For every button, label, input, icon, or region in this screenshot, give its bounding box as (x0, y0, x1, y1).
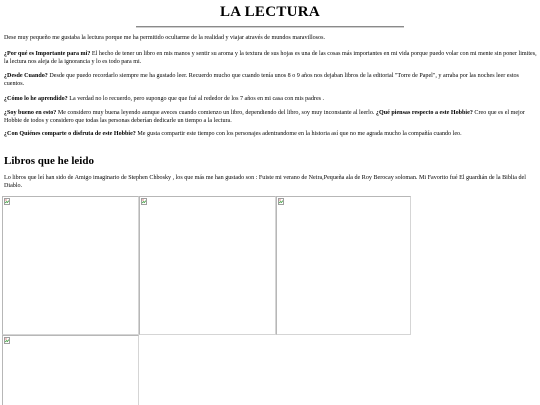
books-paragraph: Lo libros que leí han sido de Amigo imaginario de Stephen Chbosky , los que más me han gustado son : Fuiste mi verano de Neira,Pequeña ala de Roy Berocay soloman. Mi Favorito fué El guardián de la Biblia del Diablo. (4, 175, 526, 189)
answer-share-with: Me gusta compartir este tiempo con los personajes adentrandome en la historia así que no me agrada mucho la compañía cuando leo. (135, 131, 462, 137)
answer-importance: El hecho de tener un libro en mis manos y sentir su aroma y la textura de sus hojas es una de las cosas más importantes en mi vida porque puedo volar con mi mente sin poner limites, la lectura nos aleja de la ignorancia y lo es todo para mi. (4, 51, 537, 65)
broken-image-icon (4, 337, 10, 344)
qa-since-when (4, 72, 537, 88)
qa-how-learned (4, 95, 537, 103)
answer-since-when: Desde que puedo recordarlo siempre me ha gustado leer. Recuerdo mucho que cuando tenía unos 8 o 9 años nos dejaban libros de la editorial "Torre de Papel", y arraba por las noches leer estos cuentos. (4, 73, 519, 87)
question-how-learned: ¿Cómo lo he aprendido? (4, 96, 68, 102)
qa-importance (4, 50, 537, 66)
broken-image-icon (141, 198, 147, 205)
question-since-when: ¿Desde Cuando? (4, 73, 48, 79)
qa-am-i-good (4, 109, 537, 125)
question-share-with: ¿Con Quiénes comparte o disfruta de este Hobbie? (4, 131, 136, 137)
intro-paragraph: Dese muy pequeño me gustaba la lectura porque me ha permitido ocultarme de la realidad y viajar através de mundos maravillosos. (4, 35, 325, 41)
broken-image-icon (278, 198, 284, 205)
answer-how-learned: La verdad no lo recuerdo, pero supongo que que fué al rededor de los 7 años en mi casa con mis padres . (67, 96, 325, 102)
books-heading: Libros que he leido (4, 155, 94, 167)
question-opinion: ¿Qué piensas respecto a este Hobbie? (375, 110, 473, 116)
title-divider (136, 26, 404, 28)
book-image-2 (139, 196, 276, 335)
broken-image-icon (4, 198, 10, 205)
book-image-3 (276, 196, 411, 335)
page-title: LA LECTURA (219, 4, 321, 20)
answer-opinion: Creo que es el mejor Hobbie de todos y considero que todas las personas deberían dedicarle un tiempo a la lectura. (4, 110, 525, 124)
book-image-4 (2, 335, 139, 405)
answer-am-i-good: Me considero muy buena leyendo aunque aveces cuando comienzo un libro, dependiendo del libro, soy muy inconstante al leerlo. (56, 110, 376, 116)
question-importance: ¿Por qué es Importante para mi? (4, 51, 91, 57)
question-am-i-good: ¿Soy bueno en esto? (4, 110, 57, 116)
qa-share-with (4, 130, 537, 138)
book-image-1 (2, 196, 139, 335)
